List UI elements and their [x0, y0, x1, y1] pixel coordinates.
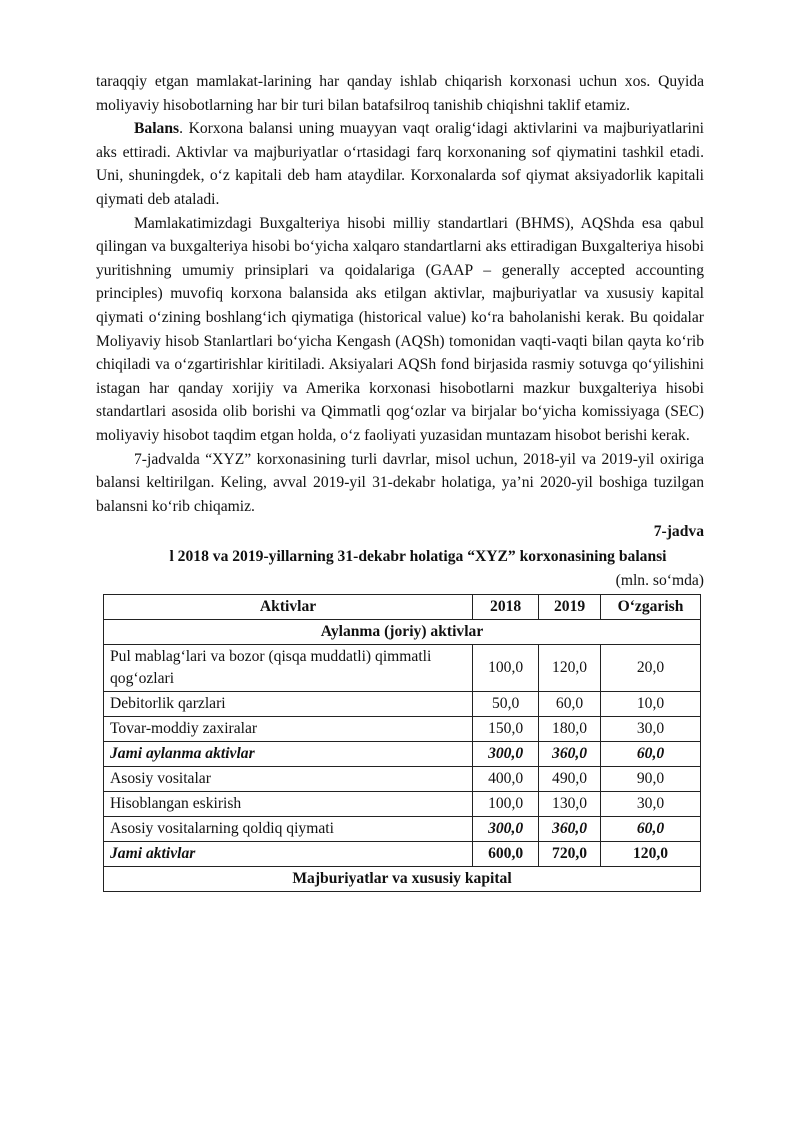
cell-change: 30,0 [601, 792, 701, 817]
cell-2019: 360,0 [539, 817, 601, 842]
row-label: Tovar-moddiy zaxiralar [104, 717, 473, 742]
paragraph-balance [96, 117, 704, 211]
table-number: 7-jadva [653, 523, 704, 541]
document-page [96, 70, 704, 892]
section-current-assets: Aylanma (joriy) aktivlar [104, 620, 701, 645]
paragraph-standards: Mamlakatimizdagi Buxgalteriya hisobi milliy standartlari (BHMS), AQShda esa qabul qilingan va buxgalteriya hisobi bo‘yicha xalqaro standartlarni aks ettiradigan Buxgalteriya hisobi yuritishning umumiy prinsiplari va qoidalariga (GAAP – generally accepted accounting principles) muvofiq korxona balansida aks etilgan aktivlar, majburiyatlar va xususiy kapital qiymati o‘zining boshlang‘ich qiymatiga (historical value) ko‘ra baholanishi kerak. Bu qoidalar Moliyaviy hisob Stanlartlari bo‘yicha Kengash (AQSh) tomonidan vaqti-vaqti bilan qayta ko‘rib chiqiladi va o‘zgartirishlar kiritiladi. Aksiyalari AQSh fond birjasida rasmiy sotuvga qo‘yilishini istagan har qanday xorijiy va Amerika korxonasi hisobotlarni mazkur buxgalteriya hisobi standartlari asosida olib borishi va Qimmatli qog‘ozlar va birjalar bo‘yicha komissiyaga (SEC) moliyaviy hisobot taqdim etgan holda, o‘z faoliyati yuzasidan muntazam hisobot berishi kerak. [96, 214, 704, 444]
row-label: Asosiy vositalar [104, 767, 473, 792]
table-row [104, 792, 701, 817]
header-aktivlar: Aktivlar [104, 595, 473, 620]
cell-2018: 300,0 [473, 817, 539, 842]
row-label: Debitorlik qarzlari [104, 692, 473, 717]
row-label: Hisoblangan eskirish [104, 792, 473, 817]
cell-change: 10,0 [601, 692, 701, 717]
table-header-row [104, 595, 701, 620]
row-label: Jami aylanma aktivlar [104, 742, 473, 767]
cell-2018: 50,0 [473, 692, 539, 717]
cell-2019: 130,0 [539, 792, 601, 817]
cell-2018: 600,0 [473, 842, 539, 867]
table-row-subtotal [104, 742, 701, 767]
table-row [104, 767, 701, 792]
cell-2019: 120,0 [539, 645, 601, 692]
cell-2018: 150,0 [473, 717, 539, 742]
header-ozgarish: O‘zgarish [601, 595, 701, 620]
cell-2018: 400,0 [473, 767, 539, 792]
cell-2019: 490,0 [539, 767, 601, 792]
table-title: l 2018 va 2019-yillarning 31-dekabr holatiga “XYZ” korxonasining balansi [169, 547, 667, 565]
row-label: Jami aktivlar [104, 842, 473, 867]
table-units: (mln. so‘mda) [615, 571, 704, 589]
table-row-total [104, 842, 701, 867]
paragraph-intro: taraqqiy etgan mamlakat-larining har qanday ishlab chiqarish korxonasi uchun xos. Quyida moliyaviy hisobotlarning har bir turi bilan batafsilroq tanishib chiqishni taklif etamiz. [96, 73, 704, 114]
cell-2019: 180,0 [539, 717, 601, 742]
header-2019: 2019 [539, 595, 601, 620]
cell-change: 20,0 [601, 645, 701, 692]
cell-2018: 100,0 [473, 792, 539, 817]
cell-change: 60,0 [601, 817, 701, 842]
header-2018: 2018 [473, 595, 539, 620]
paragraph-table-intro: 7-jadvalda “XYZ” korxonasining turli davrlar, misol uchun, 2018-yil va 2019-yil oxiriga balansi keltirilgan. Keling, avval 2019-yil 31-dekabr holatiga, ya’ni 2020-yil boshiga tuzilgan balansni ko‘rib chiqamiz. [96, 450, 704, 515]
paragraph-balance-text: . Korxona balansi uning muayyan vaqt oralig‘idagi aktivlarini va majburiyatlarini aks ettiradi. Aktivlar va majburiyatlar o‘rtasidagi farq korxonaning sof qiymatini tashkil etadi. Uni, shuningdek, o‘z kapitali deb ham ataydilar. Korxonalarda sof qiymat aksiyadorlik kapitali qiymati deb ataladi. [96, 120, 704, 208]
cell-change: 90,0 [601, 767, 701, 792]
cell-2018: 300,0 [473, 742, 539, 767]
section-row-current-assets [104, 620, 701, 645]
cell-2019: 360,0 [539, 742, 601, 767]
section-row-liabilities [104, 867, 701, 892]
table-row-net-value [104, 817, 701, 842]
cell-change: 30,0 [601, 717, 701, 742]
section-liabilities: Majburiyatlar va xususiy kapital [104, 867, 701, 892]
balance-table [103, 594, 701, 892]
row-label: Pul mablag‘lari va bozor (qisqa muddatli) qimmatli qog‘ozlari [104, 645, 473, 692]
cell-2019: 720,0 [539, 842, 601, 867]
table-row [104, 645, 701, 692]
cell-change: 120,0 [601, 842, 701, 867]
cell-change: 60,0 [601, 742, 701, 767]
term-balans: Balans [134, 120, 180, 138]
table-row [104, 717, 701, 742]
table-row [104, 692, 701, 717]
cell-2018: 100,0 [473, 645, 539, 692]
row-label: Asosiy vositalarning qoldiq qiymati [104, 817, 473, 842]
cell-2019: 60,0 [539, 692, 601, 717]
